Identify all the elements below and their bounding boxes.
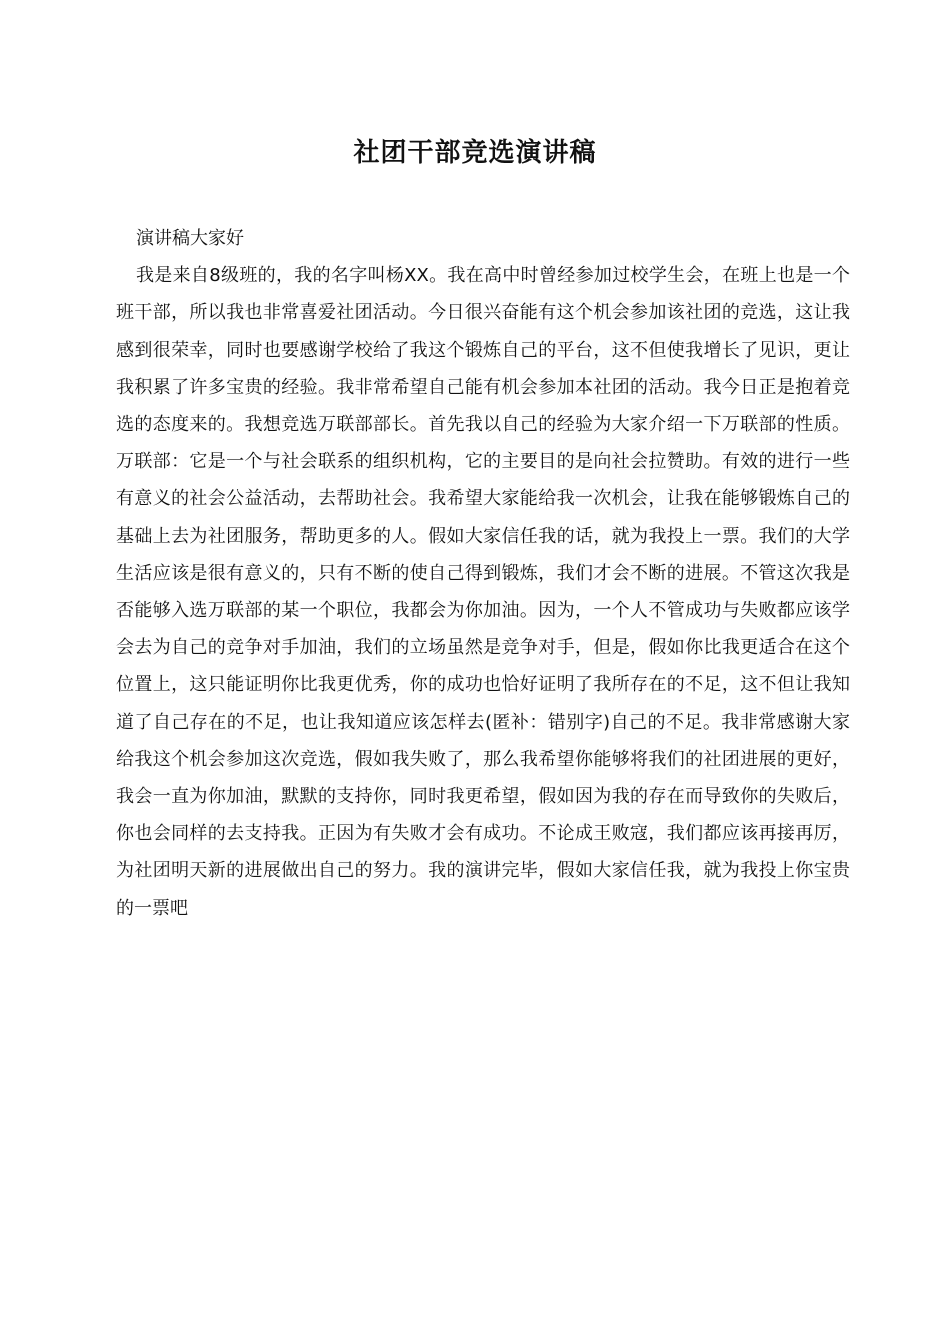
document-body [116,220,850,927]
document-title: 社团干部竞选演讲稿 [353,138,597,168]
body-paragraph: 我是来自8级班的，我的名字叫杨XX。我在高中时曾经参加过校学生会，在班上也是一个班干部，所以我也非常喜爱社团活动。今日很兴奋能有这个机会参加该社团的竞选，这让我感到很荣幸，同时也要感谢学校给了我这个锻炼自己的平台，这不但使我增长了见识，更让我积累了许多宝贵的经验。我非常希望自己能有机会参加本社团的活动。我今日正是抱着竞选的态度来的。我想竞选万联部部长。首先我以自己的经验为大家介绍一下万联部的性质。万联部：它是一个与社会联系的组织机构，它的主要目的是向社会拉赞助。有效的进行一些有意义的社会公益活动，去帮助社会。我希望大家能给我一次机会，让我在能够锻炼自己的基础上去为社团服务，帮助更多的人。假如大家信任我的话，就为我投上一票。我们的大学生活应该是很有意义的，只有不断的使自己得到锻炼，我们才会不断的进展。不管这次我是否能够入选万联部的某一个职位，我都会为你加油。因为，一个人不管成功与失败都应该学会去为自己的竞争对手加油，我们的立场虽然是竞争对手，但是，假如你比我更适合在这个位置上，这只能证明你比我更优秀，你的成功也恰好证明了我所存在的不足，这不但让我知道了自己存在的不足，也让我知道应该怎样去(匿补：错别字)自己的不足。我非常感谢大家给我这个机会参加这次竞选，假如我失败了，那么我希望你能够将我们的社团进展的更好，我会一直为你加油，默默的支持你，同时我更希望，假如因为我的存在而导致你的失败后，你也会同样的去支持我。正因为有失败才会有成功。不论成王败寇，我们都应该再接再厉，为社团明天新的进展做出自己的努力。我的演讲完毕，假如大家信任我，就为我投上你宝贵的一票吧 [116,265,850,919]
greeting-line: 演讲稿大家好 [136,228,244,249]
